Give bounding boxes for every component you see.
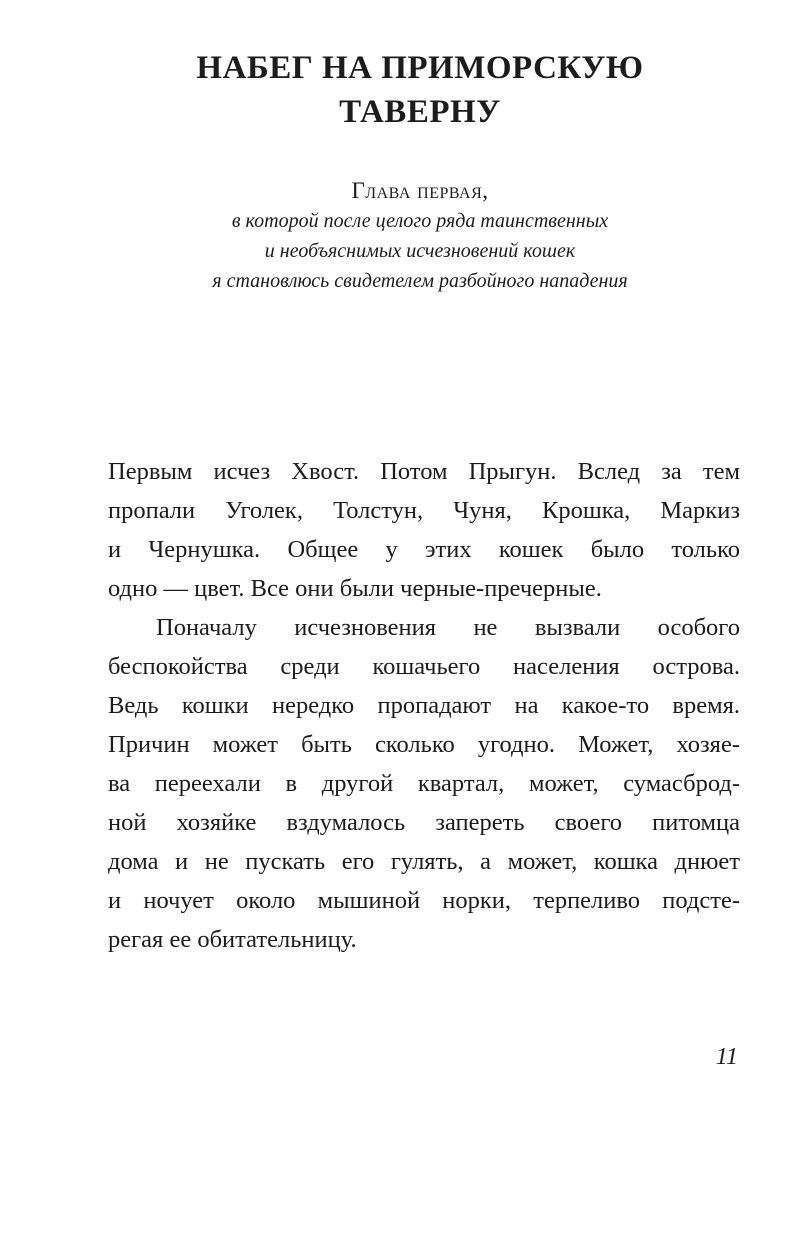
text-line: Ведь кошки нередко пропадают на какое-то время. — [108, 692, 740, 719]
text-line: одно — цвет. Все они были черные-пречерные. — [108, 575, 602, 602]
chapter-subtitle-line: в которой после целого ряда таинственных — [231, 210, 609, 232]
text-line: Первым исчез Хвост. Потом Прыгун. Вслед за тем — [108, 458, 740, 485]
chapter-subtitle-line: я становлюсь свидетелем разбойного нападения — [212, 270, 628, 292]
chapter-heading: Глава первая, — [351, 178, 489, 203]
body-text — [108, 452, 740, 959]
text-line: Причин может быть сколько угодно. Может, хозяе- — [108, 731, 740, 758]
text-line: Поначалу исчезновения не вызвали особого — [156, 614, 740, 641]
text-line: дома и не пускать его гулять, а может, кошка днюет — [108, 848, 740, 875]
page-title — [110, 46, 730, 134]
text-line: и Чернушка. Общее у этих кошек было только — [108, 536, 740, 563]
title-line-1: НАБЕГ НА ПРИМОРСКУЮ — [196, 50, 644, 86]
text-line: регая ее обитательницу. — [108, 926, 357, 953]
text-line: беспокойства среди кошачьего населения острова. — [108, 653, 740, 680]
paragraph-2 — [108, 608, 740, 959]
text-line: ва переехали в другой квартал, может, сумасброд- — [108, 770, 740, 797]
page-number: 11 — [715, 1044, 738, 1070]
paragraph-1 — [108, 452, 740, 608]
text-line: пропали Уголек, Толстун, Чуня, Крошка, Маркиз — [108, 497, 740, 524]
chapter-subtitle-line: и необъяснимых исчезновений кошек — [264, 240, 576, 262]
title-line-2: ТАВЕРНУ — [339, 94, 501, 130]
text-line: и ночует около мышиной норки, терпеливо подсте- — [108, 887, 740, 914]
text-line: ной хозяйке вздумалось запереть своего питомца — [108, 809, 740, 836]
chapter-header — [110, 176, 730, 296]
